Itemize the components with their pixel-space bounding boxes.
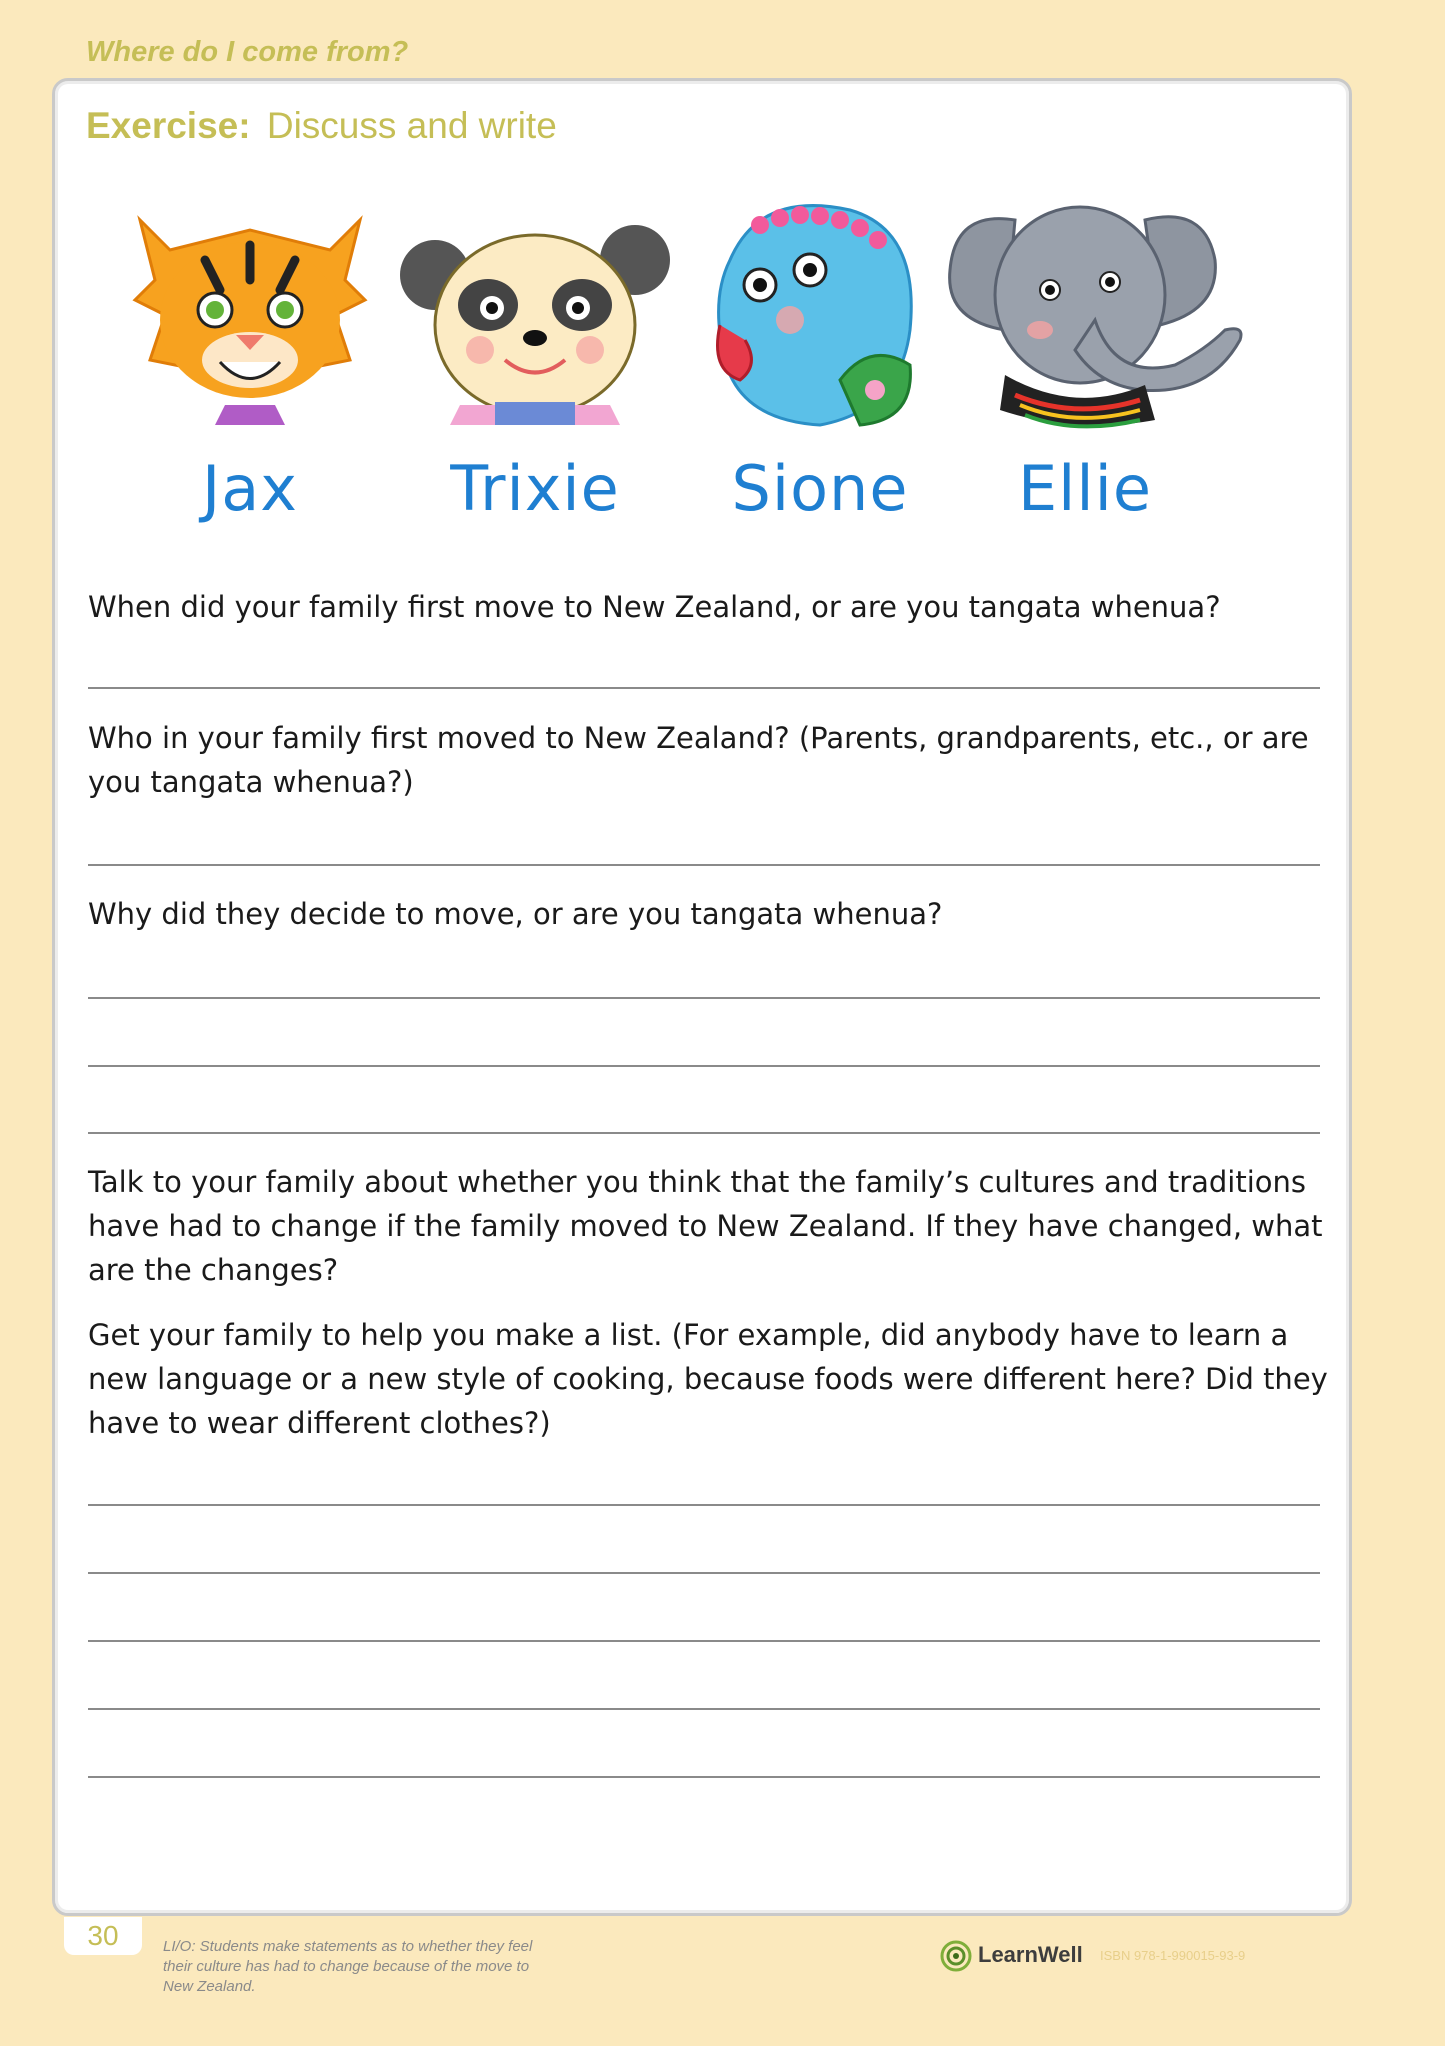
lizard-icon bbox=[680, 190, 960, 430]
answer-line[interactable] bbox=[88, 1065, 1320, 1067]
tiger-icon bbox=[110, 190, 390, 430]
learning-intention-note: LI/O: Students make statements as to whether they feel their culture has had to change because of the move to New Zealand. bbox=[163, 1938, 533, 1995]
exercise-label: Exercise: bbox=[86, 105, 251, 146]
character-row bbox=[110, 190, 1320, 540]
question-1: When did your family first move to New Zealand, or are you tangata whenua? bbox=[88, 590, 1221, 624]
answer-line[interactable] bbox=[88, 1572, 1320, 1574]
panda-icon bbox=[395, 190, 675, 430]
page-header-title: Where do I come from? bbox=[86, 36, 409, 68]
answer-line[interactable] bbox=[88, 1776, 1320, 1778]
answer-line[interactable] bbox=[88, 687, 1320, 689]
question-4: Talk to your family about whether you think that the family’s cultures and traditions have had to change if the family moved to New Zealand. If they have changed, what are the changes? bbox=[88, 1165, 1323, 1287]
character-name: Sione bbox=[731, 452, 909, 525]
answer-line[interactable] bbox=[88, 864, 1320, 866]
elephant-icon bbox=[945, 190, 1255, 430]
answer-line[interactable] bbox=[88, 997, 1320, 999]
character-ellie bbox=[945, 190, 1225, 540]
page-number: 30 bbox=[64, 1917, 142, 1955]
character-jax bbox=[110, 190, 390, 540]
answer-line[interactable] bbox=[88, 1708, 1320, 1710]
question-5: Get your family to help you make a list. (For example, did anybody have to learn a new language or a new style of cooking, because foods were different here? Did they have to wear different clothes?) bbox=[88, 1318, 1328, 1440]
answer-line[interactable] bbox=[88, 1640, 1320, 1642]
question-2: Who in your family first moved to New Zealand? (Parents, grandparents, etc., or are you tangata whenua?) bbox=[88, 721, 1309, 799]
brand-name: LearnWell bbox=[978, 1942, 1083, 1967]
answer-line[interactable] bbox=[88, 1132, 1320, 1134]
learnwell-logo-icon bbox=[940, 1940, 972, 1972]
isbn: ISBN 978-1-990015-93-9 bbox=[1100, 1948, 1246, 1963]
character-name: Trixie bbox=[450, 452, 620, 525]
exercise-title: Discuss and write bbox=[266, 105, 557, 146]
character-trixie bbox=[395, 190, 675, 540]
exercise-heading bbox=[86, 105, 557, 147]
answer-line[interactable] bbox=[88, 1504, 1320, 1506]
character-sione bbox=[680, 190, 960, 540]
character-name: Ellie bbox=[1018, 452, 1152, 525]
character-name: Jax bbox=[202, 452, 298, 525]
question-3: Why did they decide to move, or are you tangata whenua? bbox=[88, 897, 943, 931]
